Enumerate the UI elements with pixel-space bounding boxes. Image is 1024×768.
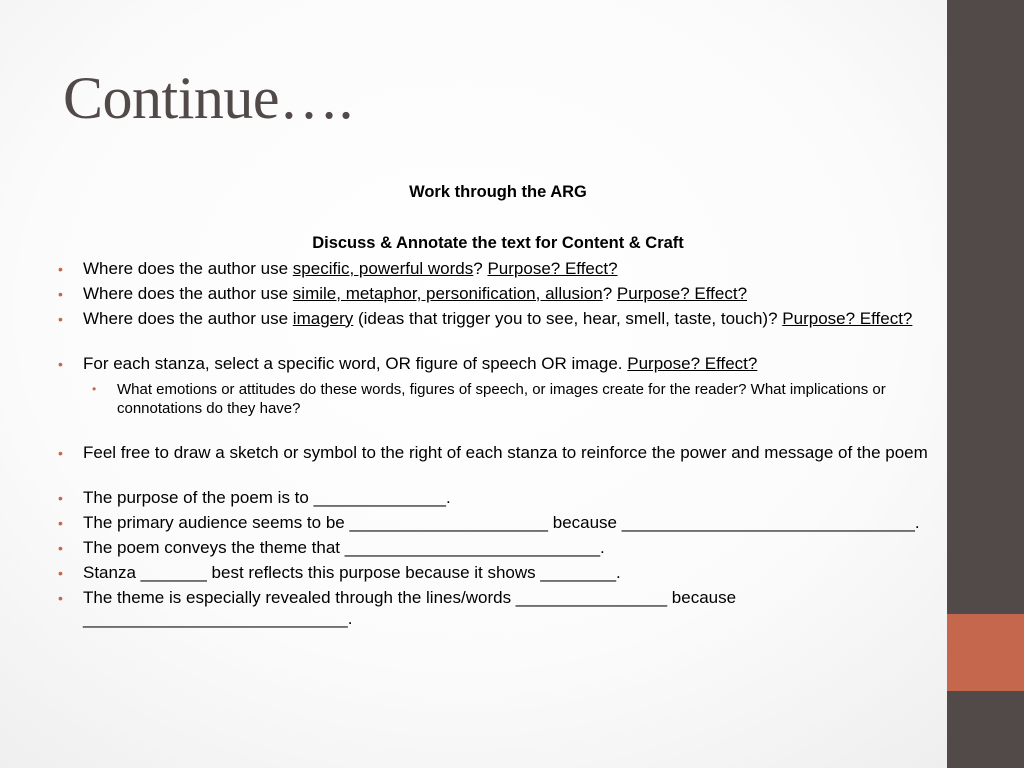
slide-content (58, 181, 938, 629)
bullet-item: • The theme is especially revealed through the lines/words ________________ because ____________________________. (58, 588, 938, 629)
bullet-item: • Stanza _______ best reflects this purpose because it shows ________. (58, 563, 938, 584)
slide-title: Continue…. (63, 65, 353, 131)
bullet-item: • Where does the author use specific, powerful words? Purpose? Effect? (58, 259, 938, 280)
bullet-item: • The primary audience seems to be _____________________ because _______________________________. (58, 513, 938, 534)
heading-discuss-annotate: Discuss & Annotate the text for Content & Craft (312, 234, 684, 252)
bullet-item: • The purpose of the poem is to ______________. (58, 488, 938, 509)
sub-bullet-list (83, 380, 938, 418)
sidebar-bar (947, 0, 1024, 768)
bullet-item: • Where does the author use imagery (ideas that trigger you to see, hear, smell, taste, touch)? Purpose? Effect? (58, 309, 938, 330)
bullet-item: • Where does the author use simile, metaphor, personification, allusion? Purpose? Effect? (58, 284, 938, 305)
bullet-item: • The poem conveys the theme that ___________________________. (58, 538, 938, 559)
heading-work-through: Work through the ARG (409, 183, 587, 201)
sub-bullet-item: • What emotions or attitudes do these words, figures of speech, or images create for the reader? What implications or connotations do they have? (83, 380, 938, 418)
bullet-item: • Feel free to draw a sketch or symbol to the right of each stanza to reinforce the power and message of the poem (58, 443, 938, 464)
bullet-list (58, 259, 938, 630)
bullet-item: • For each stanza, select a specific word, OR figure of speech OR image. Purpose? Effect? • What emotions or attitudes do these words, figures of speech, or images create for the reader? What implications or connotations do they have? (58, 354, 938, 418)
sidebar-accent-block (947, 614, 1024, 691)
